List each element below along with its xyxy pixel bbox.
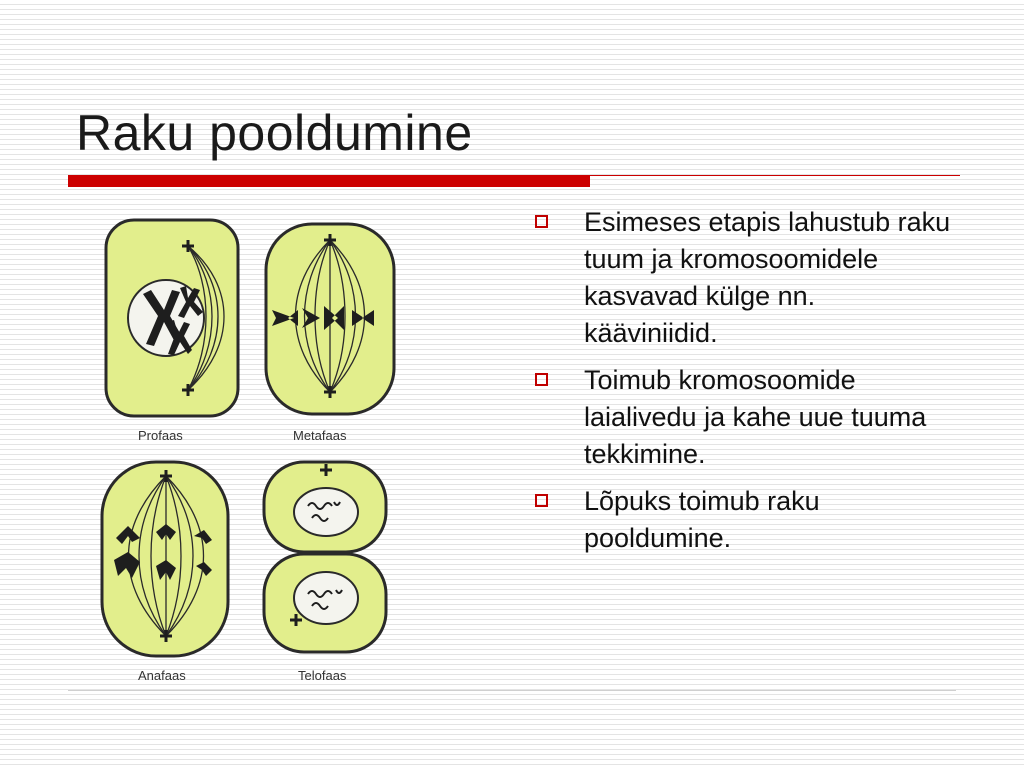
telophase-label: Telofaas <box>298 668 347 683</box>
slide-title: Raku pooldumine <box>76 105 473 161</box>
bullet-list <box>533 204 953 567</box>
bullet-item <box>533 483 953 557</box>
prophase-label: Profaas <box>138 428 183 443</box>
bullet-text: Lõpuks toimub raku pooldumine. <box>584 486 820 553</box>
square-bullet-icon <box>535 494 548 507</box>
footer-divider <box>68 690 956 691</box>
bullet-item <box>533 362 953 473</box>
anaphase-cell <box>102 462 228 656</box>
bullet-item <box>533 204 953 352</box>
square-bullet-icon <box>535 215 548 228</box>
prophase-cell <box>106 220 238 416</box>
metaphase-cell <box>266 224 394 414</box>
bullet-text: Toimub kromosoomide laialivedu ja kahe uue tuuma tekkimine. <box>584 365 927 469</box>
title-underline-line <box>590 175 960 176</box>
bullet-text: Esimeses etapis lahustub raku tuum ja kromosoomidele kasvavad külge nn. kääviniidid. <box>584 207 951 348</box>
anaphase-label: Anafaas <box>138 668 186 683</box>
title-underline-bar <box>68 175 590 187</box>
mitosis-stages-figure <box>88 206 418 692</box>
metaphase-label: Metafaas <box>293 428 347 443</box>
square-bullet-icon <box>535 373 548 386</box>
telophase-cell <box>264 462 386 652</box>
